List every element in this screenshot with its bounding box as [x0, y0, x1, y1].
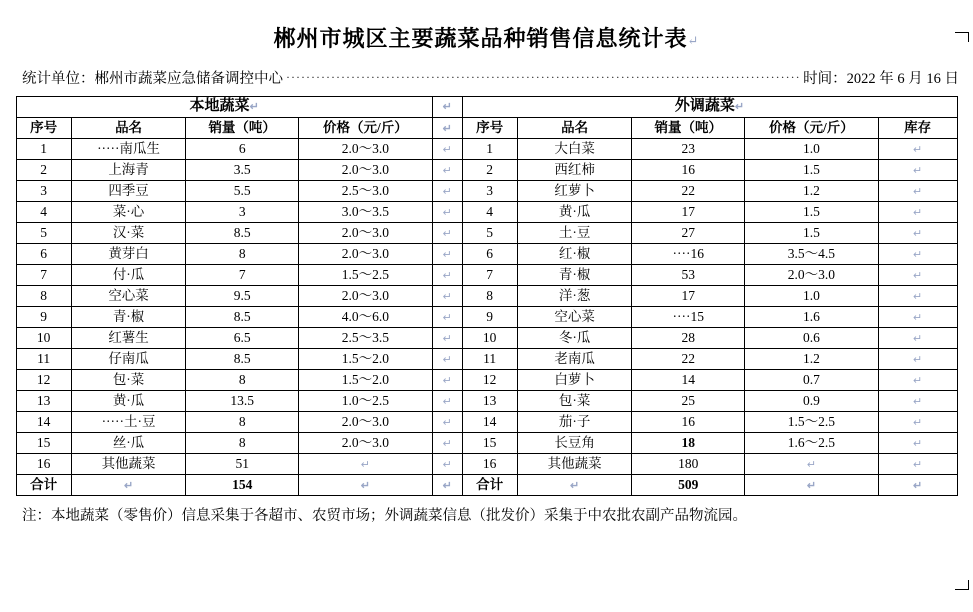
cell-external-name: 大白菜 — [517, 139, 632, 160]
cell-local-no: 2 — [16, 160, 71, 181]
cell-local-volume: 8.5 — [186, 349, 299, 370]
cell-external-volume: 14 — [632, 370, 745, 391]
cell-external-stock — [878, 202, 957, 223]
paragraph-mark-icon: ↵ — [913, 417, 923, 430]
cell-local-name: 黄·瓜 — [71, 391, 186, 412]
cell-local-price: 2.0～3.0 — [298, 412, 432, 433]
cell-local-price: 2.0～3.0 — [298, 244, 432, 265]
paragraph-mark-icon: ↵ — [734, 101, 745, 114]
cell-local-volume: 8.5 — [186, 307, 299, 328]
cell-external-name: 冬·瓜 — [517, 328, 632, 349]
spacer-column-header — [432, 97, 462, 118]
cell-local-volume: 13.5 — [186, 391, 299, 412]
paragraph-mark-icon: ↵ — [913, 480, 923, 493]
cell-external-no: 9 — [462, 307, 517, 328]
date-label: 时间：2022 年 6 月 16 日 — [803, 71, 959, 87]
table-row — [16, 181, 957, 202]
paragraph-mark-icon: ↵ — [360, 480, 370, 493]
cell-local-volume: 7 — [186, 265, 299, 286]
table-row — [16, 454, 957, 475]
spacer-column-cell — [432, 475, 462, 496]
spacer-column-cell — [432, 391, 462, 412]
spacer-column-cell — [432, 139, 462, 160]
cell-external-volume: 53 — [632, 265, 745, 286]
total-stock-external — [878, 475, 957, 496]
margin-mark-top-right-vertical — [968, 32, 969, 42]
cell-local-volume: 5.5 — [186, 181, 299, 202]
table-group-header-row — [16, 97, 957, 118]
paragraph-mark-icon: ↵ — [442, 144, 452, 157]
page-title-text: 郴州市城区主要蔬菜品种销售信息统计表 — [273, 26, 688, 51]
cell-local-no: 6 — [16, 244, 71, 265]
cell-external-volume: 16 — [632, 160, 745, 181]
cell-external-stock — [878, 328, 957, 349]
cell-external-name: 茄·子 — [517, 412, 632, 433]
cell-external-price: 1.5 — [745, 223, 879, 244]
table-row — [16, 433, 957, 454]
table-column-header-row — [16, 118, 957, 139]
total-name-local — [71, 475, 186, 496]
cell-local-volume: 6.5 — [186, 328, 299, 349]
paragraph-mark-icon: ↵ — [442, 459, 452, 472]
footer-note: 注：本地蔬菜（零售价）信息采集于各超市、农贸市场；外调蔬菜信息（批发价）采集于中农批农副产品物流园。 — [22, 508, 747, 524]
total-price-external — [745, 475, 879, 496]
cell-local-no: 11 — [16, 349, 71, 370]
cell-external-name: 土·豆 — [517, 223, 632, 244]
spacer-column-cell — [432, 244, 462, 265]
group-header-local-label: 本地蔬菜 — [189, 98, 250, 115]
cell-local-name: 丝·瓜 — [71, 433, 186, 454]
cell-local-price: 1.5～2.0 — [298, 370, 432, 391]
cell-external-stock — [878, 433, 957, 454]
cell-external-stock — [878, 244, 957, 265]
paragraph-mark-icon: ↵ — [360, 459, 370, 472]
cell-local-price: 2.5～3.0 — [298, 181, 432, 202]
table-row — [16, 244, 957, 265]
cell-local-price: 2.0～3.0 — [298, 160, 432, 181]
paragraph-mark-icon: ↵ — [249, 101, 259, 114]
subheader-line — [22, 67, 959, 88]
paragraph-mark-icon: ↵ — [913, 459, 923, 472]
col-header-external-price: 价格（元/斤） — [745, 118, 879, 139]
table-row — [16, 412, 957, 433]
cell-local-name: ·····南瓜生 — [71, 139, 186, 160]
table-total-row — [16, 475, 957, 496]
cell-local-price: 2.0～3.0 — [298, 286, 432, 307]
cell-external-volume: 22 — [632, 181, 745, 202]
table-row — [16, 202, 957, 223]
cell-local-no: 8 — [16, 286, 71, 307]
paragraph-mark-icon: ↵ — [913, 270, 923, 283]
cell-external-volume: 180 — [632, 454, 745, 475]
cell-external-price: 1.6 — [745, 307, 879, 328]
leader-dots: ······································································································· — [286, 70, 801, 84]
cell-external-price: 1.5～2.5 — [745, 412, 879, 433]
cell-local-price: 1.5～2.5 — [298, 265, 432, 286]
cell-external-stock — [878, 139, 957, 160]
col-header-local-volume: 销量（吨） — [186, 118, 299, 139]
cell-local-volume: 8 — [186, 412, 299, 433]
cell-external-price: 0.7 — [745, 370, 879, 391]
cell-external-no: 4 — [462, 202, 517, 223]
paragraph-mark-icon: ↵ — [442, 312, 452, 325]
cell-local-volume: 3.5 — [186, 160, 299, 181]
cell-local-name: 红薯生 — [71, 328, 186, 349]
cell-external-stock — [878, 160, 957, 181]
cell-local-name: 空心菜 — [71, 286, 186, 307]
cell-external-no: 3 — [462, 181, 517, 202]
table-row — [16, 349, 957, 370]
cell-local-price — [298, 454, 432, 475]
paragraph-mark-icon: ↵ — [442, 101, 452, 114]
paragraph-mark-icon: ↵ — [913, 333, 923, 346]
paragraph-mark-icon: ↵ — [913, 165, 923, 178]
cell-external-price: 1.5 — [745, 160, 879, 181]
cell-local-name: ·····土·豆 — [71, 412, 186, 433]
paragraph-mark-icon: ↵ — [913, 207, 923, 220]
cell-local-price: 2.0～3.0 — [298, 223, 432, 244]
cell-external-stock — [878, 223, 957, 244]
cell-external-name: 老南瓜 — [517, 349, 632, 370]
table-row — [16, 160, 957, 181]
table-row — [16, 286, 957, 307]
table-row — [16, 370, 957, 391]
group-header-external — [462, 97, 957, 118]
paragraph-mark-icon: ↵ — [442, 375, 452, 388]
cell-external-price: 0.9 — [745, 391, 879, 412]
cell-local-name: 其他蔬菜 — [71, 454, 186, 475]
paragraph-mark-icon: ↵ — [442, 207, 452, 220]
cell-external-no: 6 — [462, 244, 517, 265]
spacer-column-cell — [432, 286, 462, 307]
cell-local-no: 16 — [16, 454, 71, 475]
cell-external-name: 其他蔬菜 — [517, 454, 632, 475]
cell-external-no: 14 — [462, 412, 517, 433]
col-header-external-no: 序号 — [462, 118, 517, 139]
cell-external-stock — [878, 181, 957, 202]
col-header-external-volume: 销量（吨） — [632, 118, 745, 139]
paragraph-mark-icon: ↵ — [442, 417, 452, 430]
cell-external-name: 西红柿 — [517, 160, 632, 181]
cell-external-price: 1.2 — [745, 349, 879, 370]
cell-external-no: 5 — [462, 223, 517, 244]
paragraph-mark-icon: ↵ — [913, 186, 923, 199]
table-row — [16, 328, 957, 349]
cell-external-no: 10 — [462, 328, 517, 349]
spacer-column-cell — [432, 349, 462, 370]
cell-local-no: 3 — [16, 181, 71, 202]
cell-local-name: 包·菜 — [71, 370, 186, 391]
cell-external-volume: 28 — [632, 328, 745, 349]
cell-external-stock — [878, 286, 957, 307]
spacer-column-cell — [432, 223, 462, 244]
group-header-external-label: 外调蔬菜 — [674, 98, 735, 115]
cell-external-name: 空心菜 — [517, 307, 632, 328]
cell-local-price: 2.0～3.0 — [298, 139, 432, 160]
paragraph-mark-icon: ↵ — [442, 186, 452, 199]
paragraph-mark-icon: ↵ — [442, 291, 452, 304]
cell-local-no: 15 — [16, 433, 71, 454]
cell-local-no: 5 — [16, 223, 71, 244]
spacer-column-cell — [432, 454, 462, 475]
paragraph-mark-icon: ↵ — [913, 396, 923, 409]
cell-external-no: 11 — [462, 349, 517, 370]
cell-external-no: 2 — [462, 160, 517, 181]
paragraph-mark-icon: ↵ — [442, 123, 452, 136]
col-header-external-stock: 库存 — [878, 118, 957, 139]
cell-external-price: 1.6～2.5 — [745, 433, 879, 454]
cell-external-price — [745, 454, 879, 475]
paragraph-mark-icon: ↵ — [442, 228, 452, 241]
spacer-column-cell — [432, 202, 462, 223]
cell-external-no: 13 — [462, 391, 517, 412]
cell-local-volume: 9.5 — [186, 286, 299, 307]
cell-local-name: 黄芽白 — [71, 244, 186, 265]
cell-external-volume: 18 — [632, 433, 745, 454]
spacer-column-cell — [432, 433, 462, 454]
cell-external-price: 0.6 — [745, 328, 879, 349]
cell-external-stock — [878, 370, 957, 391]
cell-local-volume: 8 — [186, 244, 299, 265]
spacer-column-cell — [432, 265, 462, 286]
paragraph-mark-icon: ↵ — [442, 270, 452, 283]
cell-external-price: 1.5 — [745, 202, 879, 223]
col-header-external-name: 品名 — [517, 118, 632, 139]
paragraph-mark-icon: ↵ — [913, 249, 923, 262]
cell-local-price: 1.5～2.0 — [298, 349, 432, 370]
cell-local-name: 付·瓜 — [71, 265, 186, 286]
paragraph-mark-icon: ↵ — [913, 375, 923, 388]
cell-external-stock — [878, 412, 957, 433]
spacer-column-cell — [432, 370, 462, 391]
spacer-column-cell — [432, 328, 462, 349]
cell-external-volume: 27 — [632, 223, 745, 244]
cell-external-name: 包·菜 — [517, 391, 632, 412]
paragraph-mark-icon: ↵ — [442, 438, 452, 451]
paragraph-mark-icon: ↵ — [913, 438, 923, 451]
paragraph-mark-icon: ↵ — [913, 228, 923, 241]
cell-local-name: 菜·心 — [71, 202, 186, 223]
total-label-external: 合计 — [462, 475, 517, 496]
cell-local-no: 7 — [16, 265, 71, 286]
paragraph-mark-icon: ↵ — [442, 480, 452, 493]
total-volume-external: 509 — [632, 475, 745, 496]
cell-local-no: 14 — [16, 412, 71, 433]
statistics-unit-label: 统计单位：郴州市蔬菜应急储备调控中心 — [22, 71, 283, 87]
margin-mark-top-right — [955, 32, 969, 33]
cell-external-no: 8 — [462, 286, 517, 307]
spacer-column-cell — [432, 160, 462, 181]
cell-local-no: 12 — [16, 370, 71, 391]
spacer-column-cell — [432, 118, 462, 139]
cell-local-no: 1 — [16, 139, 71, 160]
cell-external-no: 12 — [462, 370, 517, 391]
table-row — [16, 223, 957, 244]
cell-external-stock — [878, 349, 957, 370]
cell-external-no: 16 — [462, 454, 517, 475]
cell-external-name: 洋·葱 — [517, 286, 632, 307]
cell-local-price: 2.5～3.5 — [298, 328, 432, 349]
cell-external-volume: 23 — [632, 139, 745, 160]
paragraph-mark-icon: ↵ — [442, 333, 452, 346]
cell-external-name: 青·椒 — [517, 265, 632, 286]
cell-local-volume: 6 — [186, 139, 299, 160]
cell-local-no: 9 — [16, 307, 71, 328]
cell-local-volume: 8 — [186, 433, 299, 454]
total-volume-local: 154 — [186, 475, 299, 496]
cell-external-price: 1.0 — [745, 286, 879, 307]
spacer-column-cell — [432, 307, 462, 328]
cell-external-price: 1.2 — [745, 181, 879, 202]
total-label-local: 合计 — [16, 475, 71, 496]
cell-external-stock — [878, 265, 957, 286]
cell-external-name: 黄·瓜 — [517, 202, 632, 223]
paragraph-mark-icon: ↵ — [570, 480, 580, 493]
vegetable-sales-table — [16, 96, 958, 496]
document-page — [0, 22, 973, 612]
cell-local-price: 1.0～2.5 — [298, 391, 432, 412]
table-row — [16, 265, 957, 286]
paragraph-mark-icon: ↵ — [442, 354, 452, 367]
cell-external-stock — [878, 307, 957, 328]
cell-external-price: 1.0 — [745, 139, 879, 160]
total-name-external — [517, 475, 632, 496]
table-row — [16, 307, 957, 328]
cell-local-volume: 3 — [186, 202, 299, 223]
cell-local-no: 13 — [16, 391, 71, 412]
paragraph-mark-icon: ↵ — [442, 396, 452, 409]
cell-external-price: 3.5～4.5 — [745, 244, 879, 265]
group-header-local — [16, 97, 432, 118]
cell-external-no: 7 — [462, 265, 517, 286]
total-price-local — [298, 475, 432, 496]
cell-local-name: 仔南瓜 — [71, 349, 186, 370]
spacer-column-cell — [432, 412, 462, 433]
cell-external-volume: 16 — [632, 412, 745, 433]
paragraph-mark-icon: ↵ — [913, 291, 923, 304]
col-header-local-no: 序号 — [16, 118, 71, 139]
cell-local-no: 10 — [16, 328, 71, 349]
cell-local-name: 青·椒 — [71, 307, 186, 328]
cell-local-no: 4 — [16, 202, 71, 223]
margin-mark-bottom-right-vertical — [968, 580, 969, 590]
cell-external-name: 红萝卜 — [517, 181, 632, 202]
cell-external-volume: ····16 — [632, 244, 745, 265]
cell-local-name: 汉·菜 — [71, 223, 186, 244]
cell-local-price: 2.0～3.0 — [298, 433, 432, 454]
paragraph-mark-icon: ↵ — [806, 480, 817, 493]
paragraph-mark-icon: ↵ — [442, 165, 452, 178]
cell-external-volume: 25 — [632, 391, 745, 412]
paragraph-mark-icon: ↵ — [913, 144, 923, 157]
cell-local-price: 3.0～3.5 — [298, 202, 432, 223]
cell-local-volume: 8.5 — [186, 223, 299, 244]
cell-external-no: 1 — [462, 139, 517, 160]
page-title — [0, 22, 973, 53]
cell-external-volume: 22 — [632, 349, 745, 370]
cell-local-volume: 8 — [186, 370, 299, 391]
table-row — [16, 139, 957, 160]
paragraph-mark-icon: ↵ — [913, 312, 923, 325]
cell-external-price: 2.0～3.0 — [745, 265, 879, 286]
paragraph-mark-icon: ↵ — [442, 249, 452, 262]
cell-external-stock — [878, 391, 957, 412]
paragraph-mark-icon: ↵ — [806, 459, 817, 472]
cell-external-name: 红·椒 — [517, 244, 632, 265]
spacer-column-cell — [432, 181, 462, 202]
cell-external-name: 白萝卜 — [517, 370, 632, 391]
cell-external-name: 长豆角 — [517, 433, 632, 454]
paragraph-mark-icon: ↵ — [687, 32, 700, 48]
cell-local-volume: 51 — [186, 454, 299, 475]
cell-external-no: 15 — [462, 433, 517, 454]
cell-external-volume: 17 — [632, 286, 745, 307]
paragraph-mark-icon: ↵ — [913, 354, 923, 367]
cell-local-name: 四季豆 — [71, 181, 186, 202]
col-header-local-name: 品名 — [71, 118, 186, 139]
cell-local-price: 4.0～6.0 — [298, 307, 432, 328]
cell-local-name: 上海青 — [71, 160, 186, 181]
cell-external-stock — [878, 454, 957, 475]
cell-external-volume: 17 — [632, 202, 745, 223]
cell-external-volume: ····15 — [632, 307, 745, 328]
col-header-local-price: 价格（元/斤） — [298, 118, 432, 139]
table-row — [16, 391, 957, 412]
paragraph-mark-icon: ↵ — [123, 480, 134, 493]
